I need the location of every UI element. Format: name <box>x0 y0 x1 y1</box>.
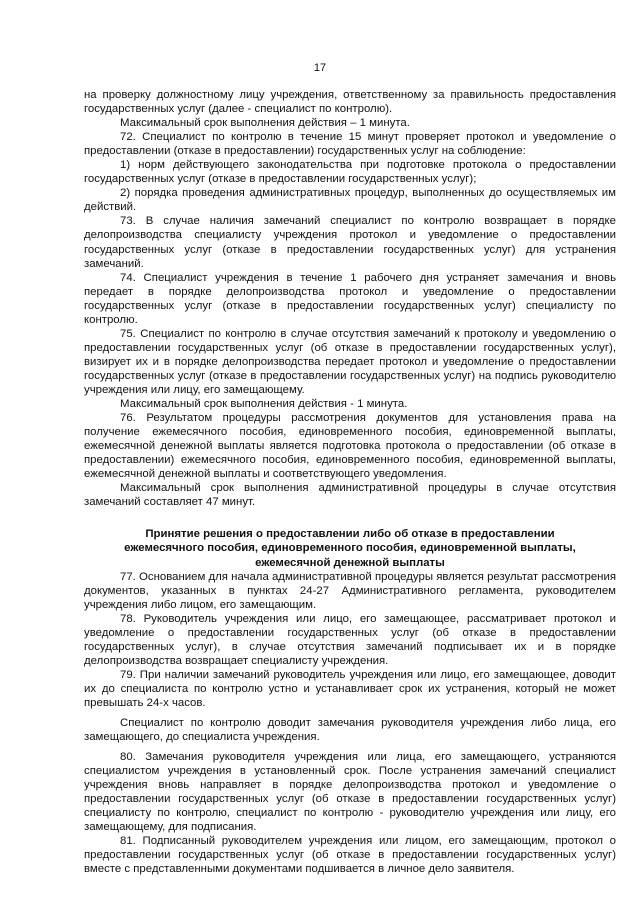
paragraph-80: 80. Замечания руководителя учреждения или лица, его замещающего, устраняются специалистом учреждения в установленный срок. После устранения замечаний специалист учреждения вновь направляет в порядке делопроизводства протокол и уведомление о предоставлении государственных услуг (об отказе в предоставлении государственных услуг) специалисту по контролю, специалист по контролю - руководителю учреждения или лицу, его замещающему, для подписания. <box>84 751 616 834</box>
paragraph-81: 81. Подписанный руководителем учреждения или лицом, его замещающим, протокол о предоставлении государственных услуг (об отказе в предоставлении государственных услуг) вместе с представленными документами подшивается в личное дело заявителя. <box>84 835 616 876</box>
paragraph-max-time-procedure: Максимальный срок выполнения административной процедуры в случае отсутствия замечаний составляет 47 минут. <box>84 482 616 509</box>
paragraph-74: 74. Специалист учреждения в течение 1 рабочего дня устраняет замечания и вновь передает в порядке делопроизводства протокол и уведомление о предоставлении государственных услуг (отказе в предоставлении государственных услуг) специалисту по контролю. <box>84 271 616 326</box>
paragraph-72-item-1: 1) норм действующего законодательства при подготовке протокола о предоставлении государственных услуг (отказе в предоставлении государственных услуг); <box>84 159 616 186</box>
paragraph-control-specialist: Специалист по контролю доводит замечания руководителя учреждения либо лица, его замещающего, до специалиста учреждения. <box>84 717 616 744</box>
paragraph-max-time-1: Максимальный срок выполнения действия – 1 минута. <box>120 117 410 130</box>
paragraph-78: 78. Руководитель учреждения или лицо, его замещающее, рассматривает протокол и уведомление о предоставлении государственных услуг (об отказе в предоставлении государственных услуг), в случае отсутствия замечаний подписывает их и в порядке делопроизводства возвращает специалисту учреждения. <box>84 612 616 667</box>
page-number: 17 <box>313 62 327 74</box>
paragraph-75: 75. Специалист по контролю в случае отсутствия замечаний к протоколу и уведомлению о предоставлении государственных услуг (об отказе в предоставлении государственных услуг), визирует их и в порядке делопроизводства передает протокол и уведомление о предоставлении государственных услуг (отказе в предоставлении государственных услуг) на подпись руководителю учреждения или лицу, его замещающему. <box>84 327 616 396</box>
paragraph-73: 73. В случае наличия замечаний специалист по контролю возвращает в порядке делопроизводства специалисту учреждения протокол и уведомление о предоставлении государственных услуг (отказе в предоставлении государственных услуг) для устранения замечаний. <box>84 215 616 270</box>
section-heading: Принятие решения о предоставлении либо об отказе в предоставлении ежемесячного пособия, единовременного пособия, единовременной выплаты, ежемесячной денежной выплаты <box>124 528 576 569</box>
paragraph-77: 77. Основанием для начала административной процедуры является результат рассмотрения документов, указанных в пунктах 24-27 Административного регламента, руководителем учреждения либо лицом, его замещающим. <box>84 570 616 611</box>
paragraph-79: 79. При наличии замечаний руководитель учреждения или лицо, его замещающее, доводит их до специалиста по контролю устно и устанавливает срок их устранения, который не может превышать 24-х часов. <box>84 668 616 709</box>
paragraph-max-time-2: Максимальный срок выполнения действия - 1 минута. <box>120 398 408 411</box>
paragraph-72-item-2: 2) порядка проведения административных процедур, выполненных до осуществляемых им действий. <box>84 187 616 214</box>
document-body <box>84 88 616 877</box>
paragraph-76: 76. Результатом процедуры рассмотрения документов для установления права на получение ежемесячного пособия, единовременного пособия, единовременной выплаты, ежемесячной денежной выплаты является подготовка протокола о предоставлении (об отказе в предоставлении) ежемесячного пособия, единовременного пособия, единовременной выплаты, ежемесячной денежной выплаты и соответствующего уведомления. <box>84 412 616 481</box>
paragraph-continuation: на проверку должностному лицу учреждения, ответственному за правильность предоставления государственных услуг (далее - специалист по контролю). <box>84 89 616 116</box>
paragraph-72: 72. Специалист по контролю в течение 15 минут проверяет протокол и уведомление о предоставлении (отказе в предоставлении) государственных услуг на соблюдение: <box>84 131 616 158</box>
